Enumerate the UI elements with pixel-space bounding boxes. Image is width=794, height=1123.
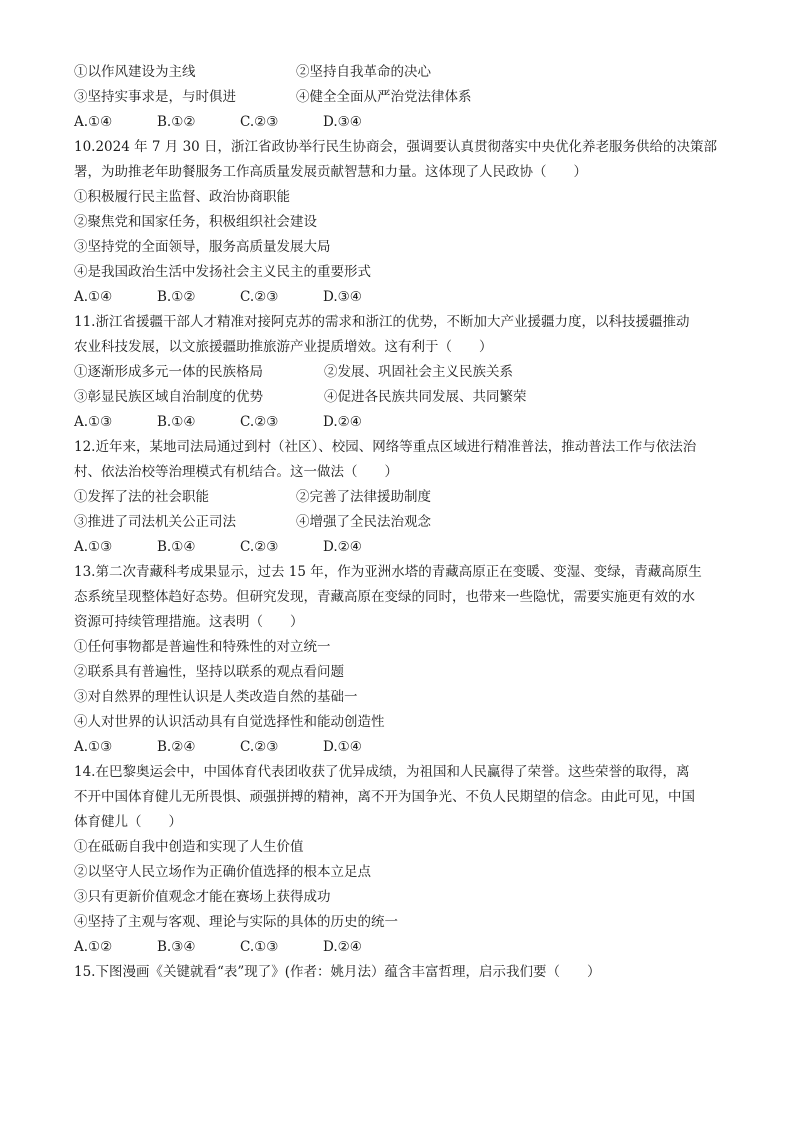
option: ③彰显民族区域自治制度的优势	[74, 389, 263, 405]
option: ③对自然界的理性认识是人类改造自然的基础一	[74, 689, 358, 705]
question-12-stem: 12.近年来，某地司法局通过到村（社区）、校园、网络等重点区域进行精准普法，推动普法工作与依法治	[74, 439, 697, 455]
answer-choice: C.①③	[240, 939, 279, 955]
option: ③坚持实事求是，与时俱进	[74, 89, 236, 105]
question-12-stem: 村、依法治校等治理模式有机结合。这一做法（ ）	[74, 464, 398, 480]
option: ①逐渐形成多元一体的民族格局	[74, 364, 263, 380]
question-13-stem: 资源可持续管理措施。这表明（ ）	[74, 614, 304, 630]
answer-choice: C.②③	[240, 289, 279, 305]
answer-row	[74, 935, 724, 960]
question-10-stem: 10.2024 年 7 月 30 日，浙江省政协举行民生协商会，强调要认真贯彻落实中央优化养老服务供给的决策部	[74, 139, 718, 155]
option: ④增强了全民法治观念	[296, 514, 431, 530]
option: ①以作风建设为主线	[74, 64, 196, 80]
answer-choice: D.③④	[323, 114, 362, 130]
question-13-stem: 态系统呈现整体趋好态势。但研究发现，青藏高原在变绿的同时，也带来一些隐忧，需要实施更有效的水	[74, 589, 695, 605]
answer-choice: D.②④	[323, 539, 362, 555]
answer-choice: A.①③	[74, 739, 113, 755]
option-row	[74, 360, 724, 385]
answer-choice: A.①④	[74, 114, 113, 130]
answer-row	[74, 110, 724, 135]
answer-row	[74, 735, 724, 760]
answer-choice: B.②④	[157, 739, 196, 755]
option: ④人对世界的认识活动具有自觉选择性和能动创造性	[74, 714, 385, 730]
answer-row	[74, 535, 724, 560]
option-row	[74, 510, 724, 535]
option: ④促进各民族共同发展、共同繁荣	[324, 389, 527, 405]
option-row	[74, 385, 724, 410]
answer-choice: C.②③	[240, 739, 279, 755]
question-11-stem: 11.浙江省援疆干部人才精准对接阿克苏的需求和浙江的优势，不断加大产业援疆力度，以科技援疆推动	[74, 314, 690, 330]
question-14-stem: 不开中国体育健儿无所畏惧、顽强拼搏的精神，离不开为国争光、不负人民期望的信念。由此可见，中国	[74, 789, 695, 805]
answer-choice: D.②④	[323, 414, 362, 430]
question-15-stem: 15.下图漫画《关键就看“表”现了》(作者：姚月法）蕴含丰富哲理，启示我们要（ ）	[74, 964, 601, 980]
question-11-stem: 农业科技发展，以文旅援疆助推旅游产业提质增效。这有利于（ ）	[74, 339, 493, 355]
answer-choice: A.①③	[74, 539, 113, 555]
option: ③只有更新价值观念才能在赛场上获得成功	[74, 889, 331, 905]
answer-choice: D.②④	[323, 939, 362, 955]
answer-row	[74, 410, 724, 435]
option: ③推进了司法机关公正司法	[74, 514, 236, 530]
answer-row	[74, 285, 724, 310]
answer-choice: D.③④	[323, 289, 362, 305]
answer-choice: B.①④	[157, 414, 196, 430]
option-row	[74, 60, 724, 85]
answer-choice: B.①②	[157, 114, 196, 130]
exam-page	[74, 60, 724, 985]
option: ②以坚守人民立场作为正确价值选择的根本立足点	[74, 864, 371, 880]
answer-choice: A.①④	[74, 289, 113, 305]
answer-choice: D.①④	[323, 739, 362, 755]
option: ①发挥了法的社会职能	[74, 489, 209, 505]
question-14-stem: 体育健儿（ ）	[74, 814, 182, 830]
option: ②联系具有普遍性，坚持以联系的观点看问题	[74, 664, 344, 680]
answer-choice: C.②③	[240, 414, 279, 430]
option: ①积极履行民主监督、政治协商职能	[74, 189, 290, 205]
answer-choice: B.①②	[157, 289, 196, 305]
option-row	[74, 85, 724, 110]
question-14-stem: 14.在巴黎奥运会中，中国体育代表团收获了优异成绩，为祖国和人民赢得了荣誉。这些荣誉的取得，离	[74, 764, 690, 780]
question-13-stem: 13.第二次青藏科考成果显示，过去 15 年，作为亚洲水塔的青藏高原正在变暖、变湿、变绿，青藏高原生	[74, 564, 702, 580]
option: ④坚持了主观与客观、理论与实际的具体的历史的统一	[74, 914, 398, 930]
answer-choice: A.①③	[74, 414, 113, 430]
option: ④是我国政治生活中发扬社会主义民主的重要形式	[74, 264, 371, 280]
option: ③坚持党的全面领导，服务高质量发展大局	[74, 239, 331, 255]
answer-choice: C.②③	[240, 114, 279, 130]
option: ①在砥砺自我中创造和实现了人生价值	[74, 839, 304, 855]
option: ②坚持自我革命的决心	[296, 64, 431, 80]
option: ②聚焦党和国家任务，积极组织社会建设	[74, 214, 317, 230]
answer-choice: C.②③	[240, 539, 279, 555]
option: ②发展、巩固社会主义民族关系	[324, 364, 513, 380]
option-row	[74, 485, 724, 510]
option: ④健全全面从严治党法律体系	[296, 89, 472, 105]
answer-choice: B.③④	[157, 939, 196, 955]
answer-choice: A.①②	[74, 939, 113, 955]
option: ②完善了法律援助制度	[296, 489, 431, 505]
answer-choice: B.①④	[157, 539, 196, 555]
question-10-stem: 署，为助推老年助餐服务工作高质量发展贡献智慧和力量。这体现了人民政协（ ）	[74, 164, 587, 180]
option: ①任何事物都是普遍性和特殊性的对立统一	[74, 639, 331, 655]
